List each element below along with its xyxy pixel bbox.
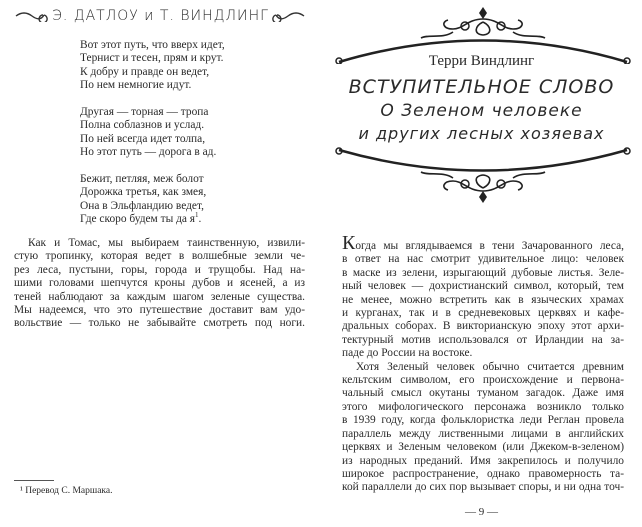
body-text [342,232,624,495]
chapter-title: ВСТУПИТЕЛЬНОЕ СЛОВО [348,76,615,98]
text-line: Хотя Зеленый человек обычно считается древним [356,360,624,373]
text-line: в маске из зелени, изрыгающий дубовые листья. Зеле- [342,266,624,279]
text-line: стую тропинку, которая ведет в волшебные земли че- [14,250,305,263]
page-number: — 9 — [465,506,498,518]
text-line: шими головами шепчутся кроны дубов и ясеней, а из [14,277,305,290]
dropcap: К [342,232,356,254]
poem-line: К добру и правде он ведет, [80,65,210,78]
text-line: чальный смысл окутаны туманом загадок. Даже имя [342,387,624,400]
poem-line: Где скоро будем ты да я [80,213,196,226]
poem-line: Вот этот путь, что вверх идет, [80,39,225,51]
text-line: широкое распространение, однако правомерность та- [342,467,624,480]
poem-line: Тернист и тесен, прям и крут. [80,52,224,65]
text-line: и курганах, так и в средневековых церквях и кафе- [342,307,624,320]
poem-line: По ней всегда идет толпа, [80,132,206,145]
text-line: ный человек — дохристианский символ, который, тем [342,280,624,293]
text-line: этого мифологического персонажа возникло только [342,400,624,413]
text-line: в 1939 году, когда фольклористка леди Реглан провела [342,414,624,427]
text-line: параллель между лиственными лицами в английских [342,427,624,440]
running-head: Э. ДАТЛОУ и Т. ВИНДЛИНГ [52,8,269,24]
poem-line: Дорожка третья, как змея, [80,186,207,199]
right-page [321,0,642,527]
text-line: из народных преданий. Имя закрепилось и получило [342,454,624,467]
text-line: тектурный мотив использовался от Ирландии на за- [342,333,624,346]
bottom-frame-ornament-icon [333,146,633,206]
text-line: дральных соборах. В викторианскую эпоху этот архи- [342,320,624,333]
text-line: Как и Томас, мы выбираем таинственную, извили- [28,237,305,249]
text-line: вольствие — только не забывайте смотреть под ноги. [14,317,305,330]
chapter-subtitle: и других лесных хозяевах [358,124,605,143]
poem-line: Другая — торная — тропа [80,106,209,119]
text-line: огда мы вглядываемся в тени Зачарованного леса, [355,240,624,252]
text-line: не менее, можно встретить как в языческих храмах [342,293,624,306]
poem-line: По нем немногие идут. [80,79,192,92]
poem-line-with-footnote: Где скоро будем ты да $я^1$. [80,211,202,226]
poem-line: Полна соблазнов и услад. [80,119,205,132]
poem-line: Но этот путь — дорога в ад. [80,146,217,159]
text-line-with-dropcap [342,232,624,254]
body-paragraph [14,237,305,331]
text-line: Мы надеемся, что это путешествие доставит вам удо- [14,304,305,317]
epigraph-poem [80,39,225,227]
poem-line: Она в Эльфландию ведет, [80,199,204,212]
footnote-marker: 1 [195,211,199,220]
text-line: рез леса, пустыни, горы, города и трущобы. Над на- [14,263,305,276]
poem-stanza [80,173,225,227]
poem-stanza [80,106,225,160]
swirl-ornament-icon [268,10,306,22]
text-line: кой параллели до сих пор вызывает споры, и ни одна точ- [342,481,624,494]
poem-line: Бежит, петляя, меж болот [80,173,204,186]
text-line: церквях и Зеленым человеком (или Джеком-в-зеленом) [342,441,624,454]
text-line: паде до России на востоке. [342,347,473,360]
text-line: в ответ на нас смотрит удивительное лицо: человек [342,253,624,266]
footnote-divider [14,480,54,481]
text-line: кельтским символом, его происхождение и первона- [342,374,624,387]
footnote: ¹ Перевод С. Маршака. [20,486,113,496]
text-line: теней наблюдают за каждым шагом зеленые существа. [14,290,305,303]
author-name: Терри Виндлинг [428,53,535,69]
poem-stanza [80,39,225,93]
chapter-subtitle: О Зеленом человеке [380,101,583,121]
